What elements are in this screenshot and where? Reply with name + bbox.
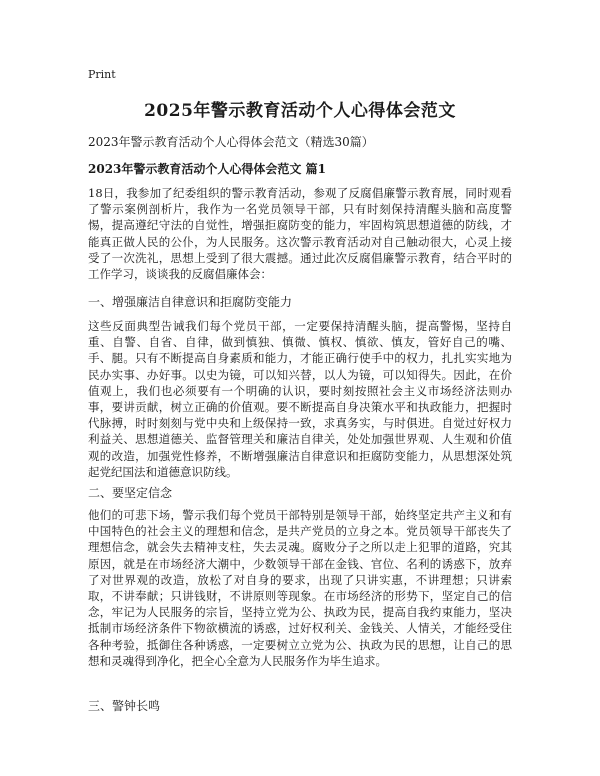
print-label[interactable]: Print bbox=[88, 68, 116, 81]
article-title: 2023年警示教育活动个人心得体会范文 篇1 bbox=[88, 162, 326, 176]
section-heading-1: 一、增强廉洁自律意识和拒腐防变能力 bbox=[88, 295, 293, 309]
paragraph-section-1: 这些反面典型告诫我们每个党员干部，一定要保持清醒头脑，提高警惕，坚持自重、自警、自省、自律，做到慎独、慎微、慎权、慎欲、慎友，管好自己的嘴、手、腿。只有不断提高自身素质和能力，才能正确行使手中的权力，扎扎实实地为民办实事、办好事。以史为镜，可以知兴替，以人为镜，可以知得失。因此，在价值观上，我们也必须要有一个明确的认识，要时刻按照社会主义市场经济法则办事，要讲贡献，树立正确的价值观。要不断提高自身决策水平和执政能力，把握时代脉搏，时时刻刻与党中央和上级保持一致，求真务实，与时俱进。自觉过好权力利益关、思想道德关、监督管理关和廉洁自律关，处处加强世界观、人生观和价值观的改造，加强党性修养，不断增强廉洁自律意识和拒腐防变能力，从思想深处筑起党纪国法和道德意识防线。 bbox=[88, 319, 512, 479]
section-heading-2: 二、要坚定信念 bbox=[88, 486, 173, 500]
document-subtitle: 2023年警示教育活动个人心得体会范文（精选30篇） bbox=[88, 135, 374, 149]
section-heading-3: 三、警钟长鸣 bbox=[88, 699, 161, 713]
page-title: 2025年警示教育活动个人心得体会范文 bbox=[144, 101, 456, 121]
paragraph-section-2: 他们的可悲下场，警示我们每个党员干部特别是领导干部，始终坚定共产主义和有中国特色的社会主义的理想和信念，是共产党员的立身之本。党员领导干部丧失了理想信念，就会失去精神支柱，失去灵魂。腐败分子之所以走上犯罪的道路，究其原因，就是在市场经济大潮中，少数领导干部在金钱、官位、名利的诱惑下，放弃了对世界观的改造，放松了对自身的要求，出现了只讲实惠，不讲理想；只讲索取，不讲奉献；只讲钱财，不讲原则等现象。在市场经济的形势下，坚定自己的信念，牢记为人民服务的宗旨，坚持立党为公、执政为民，提高自我约束能力，坚决抵制市场经济条件下物欲横流的诱惑，过好权利关、金钱关、人情关，才能经受住各种考验，抵御住各种诱惑，一定要树立立党为公、执政为民的思想，让自己的思想和灵魂得到净化，把全心全意为人民服务作为毕生追求。 bbox=[88, 508, 512, 668]
paragraph-intro: 18日，我参加了纪委组织的警示教育活动，参观了反腐倡廉警示教育展，同时观看了警示案例剖析片，我作为一名党员领导干部，只有时刻保持清醒头脑和高度警惕，提高遵纪守法的自觉性，增强拒腐防变的能力，牢固构筑思想道德的防线，才能真正做人民的公仆，为人民服务。这次警示教育活动对自己触动很大，心灵上接受了一次洗礼，思想上受到了很大震撼。通过此次反腐倡廉警示教育，结合平时的工作学习，谈谈我的反腐倡廉体会： bbox=[88, 186, 512, 282]
